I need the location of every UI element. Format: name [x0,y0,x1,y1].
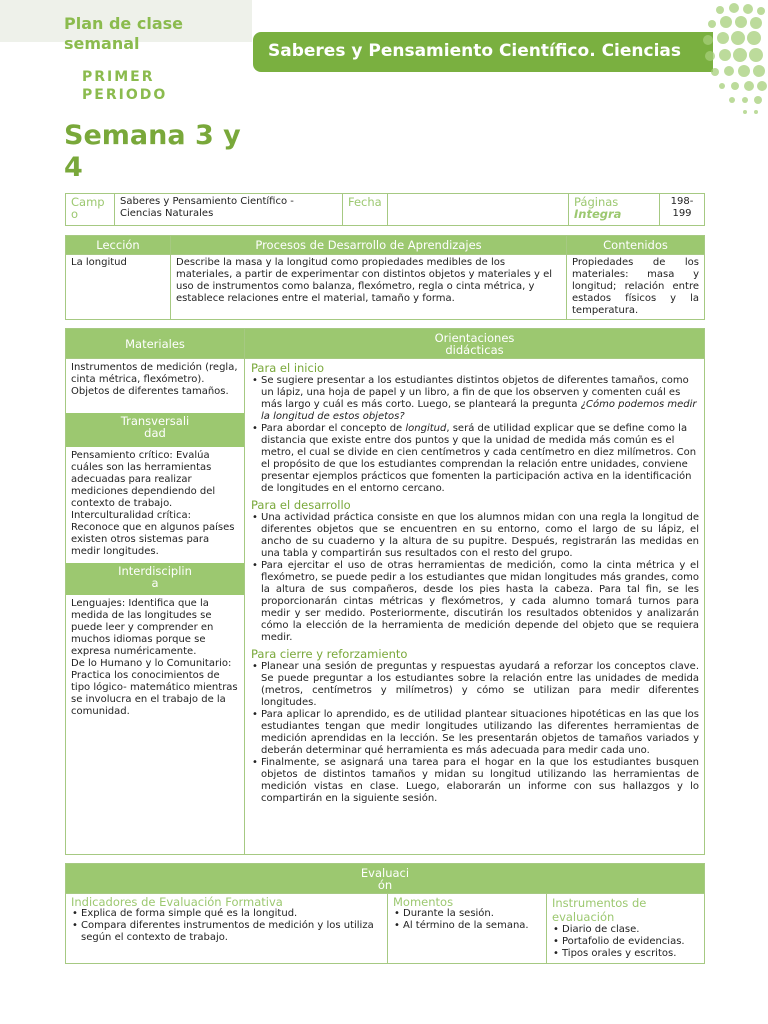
fecha-label: Fecha [343,194,388,226]
decorative-dots-icon [690,0,768,120]
momentos-title: Momentos [393,895,454,909]
orientaciones-header [245,329,705,359]
materiales-header: Materiales [66,329,245,359]
paginas-label-text: Páginas [574,195,619,209]
cierre-list [251,661,699,805]
procesos-value: Describe la masa y la longitud como propiedades medibles de los materiales, a partir de experimentar con distintos objetos y materiales y el uso de instrumentos como balanza, flexómetro, regla o cinta métrica, y establece relaciones entre el material, tamaño y forma. [171,255,567,320]
interdisciplina-header-line1: Interdisciplin [118,564,192,578]
inicio-bullet-2-text-a: Para abordar el concepto de [261,423,403,434]
inicio-list [251,375,699,495]
week-title-line2: 4 [64,152,83,183]
period-label [82,68,167,104]
indicadores-title: Indicadores de Evaluación Formativa [71,895,283,909]
contenidos-value: Propiedades de los materiales: masa y longitud; relación entre estados físicos y la temperatura. [567,255,705,320]
paginas-label [569,194,660,226]
interdisciplina-p1: Lenguajes: Identifica que la medida de las longitudes se puede leer y comprender en muchos idiomas porque se expresa numéricamente. [71,598,214,657]
procesos-header: Procesos de Desarrollo de Aprendizajes [171,236,567,255]
indicador-1: • Explica de forma simple qué es la longitud. [81,908,382,920]
inicio-title: Para el inicio [251,361,325,375]
plan-title [64,14,183,54]
orientaciones-column [245,359,705,855]
materiales-text: Instrumentos de medición (regla, cinta métrica, flexómetro). Objetos de diferentes tamaños. [71,362,238,397]
leccion-value: La longitud [66,255,171,320]
plan-title-line1: Plan de clase [64,14,183,33]
momento-2: • Al término de la semana. [403,920,541,932]
interdisciplina-header-line2: a [151,576,159,590]
interdisciplina-header [66,563,244,595]
indicadores-cell [66,894,388,964]
main-table [65,328,705,855]
period-line1: PRIMER [82,69,155,85]
instrumento-3: • Tipos orales y escritos. [562,948,699,960]
transversalidad-text [66,447,244,563]
inicio-question: ¿Cómo podemos medir la longitud de estos objetos? [261,399,697,422]
orientaciones-header-line2: didácticas [445,342,504,357]
cierre-bullet-1: • Planear una sesión de preguntas y respuestas ayudará a reforzar los conceptos clave. Se puede preguntar a los estudiantes sobre la relación entre las unidades de medida (metros, centímetros y milímetros) y cómo se utilizan para medir diferentes longitudes. [261,661,699,709]
integra-label: Integra [574,207,622,221]
desarrollo-title: Para el desarrollo [251,498,351,512]
period-line2: PERIODO [82,87,168,103]
subject-banner-text: Saberes y Pensamiento Científico. Ciencias [268,41,681,61]
leccion-header: Lección [66,236,171,255]
inicio-bullet-1 [261,375,699,423]
indicadores-list [71,908,382,944]
evaluacion-header-line2: ón [377,877,393,892]
indicador-2: • Compara diferentes instrumentos de medición y los utiliza según el contexto de trabajo. [81,920,382,944]
cierre-bullet-3: • Finalmente, se asignará una tarea para el hogar en la que los estudiantes busquen objetos de distintos tamaños y midan su longitud utilizando las herramientas de medición vistas en clase. Luego, elaborarán un informe con sus hallazgos y lo compartirán en la siguiente sesión. [261,757,699,805]
momentos-cell [388,894,547,964]
instrumentos-list [552,924,699,960]
interdisciplina-p2: De lo Humano y lo Comunitario: Practica los conocimientos de tipo lógico- matemático mientras se involucra en el trabajo de la comunidad. [71,658,238,717]
cierre-bullet-2: • Para aplicar lo aprendido, es de utilidad plantear situaciones hipotéticas en las que los estudiantes tengan que medir longitudes utilizando las diferentes herramientas de medición aprendidas en la lección. Se les presentarán objetos de tamaños variados y deberán determinar qué herramienta es más adecuada para medir cada uno. [261,709,699,757]
momentos-list [393,908,541,932]
contenidos-header: Contenidos [567,236,705,255]
transversalidad-p2: Interculturalidad crítica: Reconoce que en algunos países existen otros sistemas para medir longitudes. [71,510,235,557]
fecha-value [388,194,569,226]
evaluacion-header-line1: Evaluaci [360,865,410,880]
orientaciones-header-line1: Orientaciones [434,330,515,345]
cierre-title: Para cierre y reforzamiento [251,647,408,661]
campo-value: Saberes y Pensamiento Científico - Ciencias Naturales [115,194,343,226]
transversalidad-header-line1: Transversali [120,414,190,428]
interdisciplina-text [66,595,244,721]
campo-label [66,194,115,226]
desarrollo-bullet-1: • Una actividad práctica consiste en que los alumnos midan con una regla la longitud de diferentes objetos que se encuentren en su entorno, como el largo de su lápiz, el ancho de su cuaderno y la altura de su pupitre. Después, registrarán las medidas en una tabla y compartirán sus resultados con el resto del grupo. [261,512,699,560]
info-table [65,193,705,226]
inicio-bullet-2 [261,423,699,495]
inicio-bullet-2-italic: longitud [405,423,447,434]
instrumento-1: • Diario de clase. [562,924,699,936]
campo-label-line1: Camp [71,195,105,209]
instrumento-2: • Portafolio de evidencias. [562,936,699,948]
transversalidad-p1: Pensamiento crítico: Evalúa cuáles son las herramientas adecuadas para realizar mediciones dependiendo del contexto de trabajo. [71,450,216,509]
instrumentos-title: Instrumentos de evaluación [552,896,647,924]
evaluation-table [65,863,705,964]
desarrollo-bullet-2: • Para ejercitar el uso de otras herramientas de medición, como la cinta métrica y el flexómetro, se puede pedir a los estudiantes que midan longitudes más grandes, como la altura de sus compañeros, desde los pies hasta la cabeza. Para tal fin, se les proporcionarán cintas métricas y flexómetros, y cada alumno tomará turnos para medir y ser medido. Posteriormente, discutirán los resultados obtenidos y analizarán cómo la elección de la herramienta de medición depende del objeto que se requiera medir. [261,560,699,644]
transversalidad-header-line2: dad [144,426,166,440]
week-title [64,120,264,184]
transversalidad-header [66,413,244,447]
desarrollo-list [251,512,699,644]
evaluacion-header [66,864,705,894]
instrumentos-cell [547,894,705,964]
momento-1: • Durante la sesión. [403,908,541,920]
week-title-line1: Semana 3 y [64,120,241,151]
inicio-bullet-2-text-b: , será de utilidad explicar que se define como la distancia que existe entre dos puntos y que la unidad de medida más común es el metro, el cual se divide en cien centímetros y cada centímetro en diez milímetros. Con el propósito de que los estudiantes comprendan la relación entre unidades, conviene presentar ejemplos prácticos que fomenten la participación activa en la identificación de longitudes en el entorno cercano. [261,423,697,494]
left-column [66,359,245,855]
paginas-value: 198-199 [660,194,705,226]
lesson-table [65,235,705,320]
campo-label-line2: o [71,207,79,221]
plan-title-line2: semanal [64,34,140,53]
inicio-bullet-1-text: Se sugiere presentar a los estudiantes distintos objetos de diferentes tamaños, como un lápiz, una hoja de papel y un libro, a fin de que los observen y comenten cuál es más largo y cuál es más corto. Luego, se planteará la pregunta [261,375,689,410]
